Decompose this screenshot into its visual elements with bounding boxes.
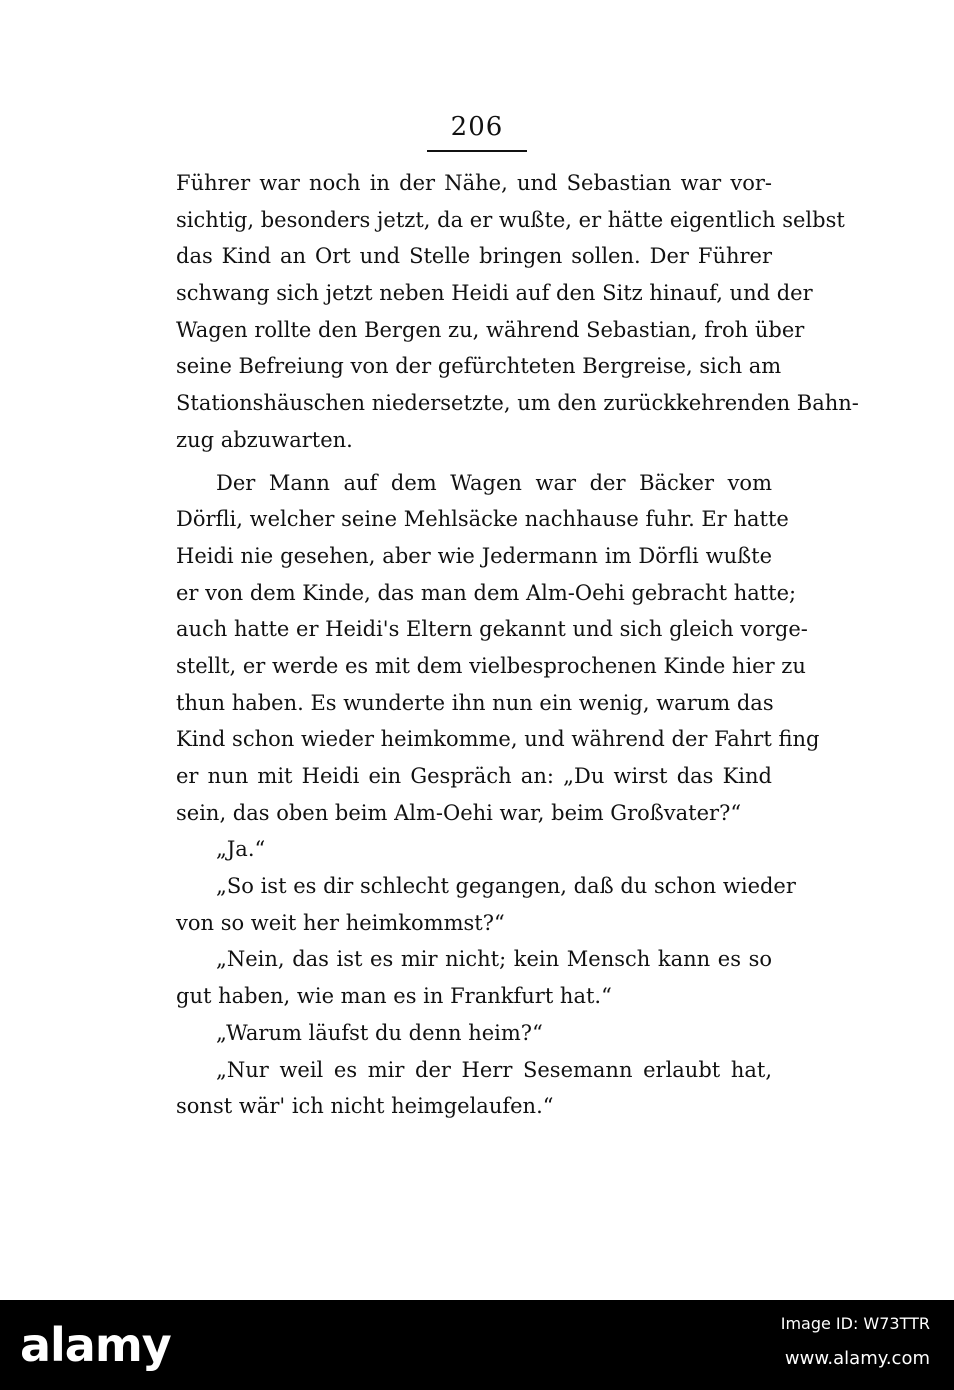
text-line: von so weit her heimkommst?“ [176,910,505,935]
text-line: „Ja.“ [216,837,266,862]
text-line: er nun mit Heidi ein Gespräch an: „Du wirst das Kind [176,764,772,788]
text-line: das Kind an Ort und Stelle bringen sollen. Der Führer [176,244,772,269]
text-line: „Warum läufst du denn heim?“ [216,1020,543,1045]
text-line: er von dem Kinde, das man dem Alm-Oehi gebracht hatte; [176,580,797,605]
text-line: Stationshäuschen niedersetzte, um den zurückkehrenden Bahn- [176,391,859,416]
text-line: Dörfli, welcher seine Mehlsäcke nachhause fuhr. Er hatte [176,507,789,532]
text-line: sichtig, besonders jetzt, da er wußte, er hätte eigentlich selbst [176,207,845,232]
text-line: stellt, er werde es mit dem vielbesprochenen Kinde hier zu [176,653,806,678]
alamy-logo: alamy [20,1318,171,1372]
text-line: Wagen rollte den Bergen zu, während Sebastian, froh über [176,317,805,342]
text-line: sonst wär' ich nicht heimgelaufen.“ [176,1094,554,1119]
body-text [176,165,859,1125]
text-line: Heidi nie gesehen, aber wie Jedermann im Dörfli wußte [176,543,772,568]
text-line: Der Mann auf dem Wagen war der Bäcker vom [216,470,772,495]
text-line: seine Befreiung von der gefürchteten Bergreise, sich am [176,354,782,379]
text-line: Führer war noch in der Nähe, und Sebastian war vor- [176,171,772,195]
text-line: thun haben. Es wunderte ihn nun ein wenig, warum das [176,690,774,715]
text-line: sein, das oben beim Alm-Oehi war, beim Großvater?“ [176,800,742,825]
watermark-footer [0,1300,954,1390]
image-id: Image ID: W73TTR [780,1314,930,1333]
text-line: auch hatte er Heidi's Eltern gekannt und sich gleich vorge- [176,617,808,642]
text-line: „So ist es dir schlecht gegangen, daß du schon wieder [216,874,796,899]
text-line: zug abzuwarten. [176,427,353,452]
text-line: „Nur weil es mir der Herr Sesemann erlaubt hat, [216,1057,772,1082]
site-url: www.alamy.com [784,1348,930,1369]
page-number-rule [427,150,527,152]
text-line: Kind schon wieder heimkomme, und während der Fahrt fing [176,727,820,752]
text-line: gut haben, wie man es in Frankfurt hat.“ [176,984,612,1009]
text-line: schwang sich jetzt neben Heidi auf den Sitz hinauf, und der [176,281,813,306]
page-number: 206 [450,112,504,142]
text-line: „Nein, das ist es mir nicht; kein Mensch kann es so [216,947,772,972]
